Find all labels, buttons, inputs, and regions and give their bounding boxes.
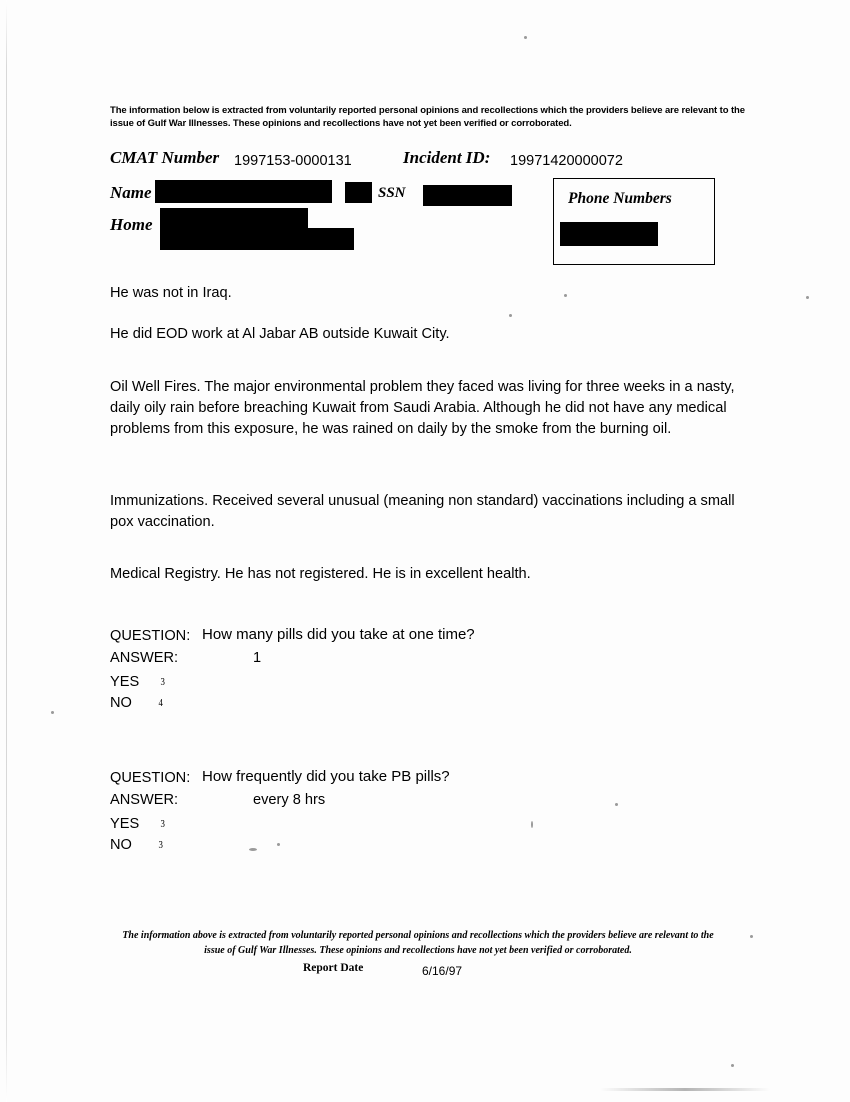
paragraph-oil-well-fires: Oil Well Fires. The major environmental problem they faced was living for three weeks in a nasty, daily oily rain before breaching Kuwait from Saudi Arabia. Although he did not have any medical problems from this exposure, he was rained on daily by the smoke from the burning oil.	[110, 379, 735, 437]
yes-label: YES	[110, 816, 140, 832]
cmat-number-value: 1997153-0000131	[234, 153, 352, 169]
answer-label: ANSWER:	[110, 650, 179, 666]
top-disclaimer: The information below is extracted from voluntarily reported personal opinions and recollections which the providers believe are relevant to the issue of Gulf War Illnesses. These opinions and recollections have not yet been verified or corroborated.	[110, 105, 745, 129]
bottom-disclaimer: The information above is extracted from voluntarily reported personal opinions and recollections which the providers believe are relevant to the issue of Gulf War Illnesses. These opinions and recollections have not yet been verified or corroborated.	[122, 930, 714, 956]
cmat-number-label: CMAT Number	[110, 148, 220, 167]
answer-row	[110, 792, 770, 816]
yes-row	[110, 674, 770, 695]
no-label: NO	[110, 837, 132, 853]
redaction-ssn	[423, 185, 512, 206]
no-row	[110, 837, 770, 858]
report-date-label: Report Date	[303, 962, 364, 974]
no-row	[110, 695, 770, 716]
redaction-name	[155, 180, 332, 203]
paragraph-iraq: He was not in Iraq.	[110, 285, 232, 301]
home-label: Home	[110, 215, 153, 234]
incident-id-label: Incident ID:	[403, 148, 491, 167]
answer-text: 1	[253, 650, 262, 666]
answer-row	[110, 650, 770, 674]
no-label: NO	[110, 695, 132, 711]
question-label: QUESTION:	[110, 628, 191, 644]
paragraph-eod-work: He did EOD work at Al Jabar AB outside Kuwait City.	[110, 326, 450, 342]
no-mark: 3	[158, 839, 163, 851]
yes-mark: 3	[160, 818, 165, 830]
redaction-phone-numbers	[560, 222, 658, 246]
header-identifiers-row	[110, 148, 760, 174]
qa-block-2	[110, 768, 770, 858]
answer-text: every 8 hrs	[253, 792, 326, 808]
qa-block-1	[110, 626, 770, 716]
yes-label: YES	[110, 674, 140, 690]
redaction-name-suffix	[345, 182, 372, 203]
ssn-label: SSN	[378, 185, 406, 201]
question-row	[110, 768, 770, 792]
paragraph-immunizations: Immunizations. Received several unusual (meaning non standard) vaccinations including a small pox vaccination.	[110, 493, 735, 530]
question-text: How frequently did you take PB pills?	[202, 768, 450, 785]
question-row	[110, 626, 770, 650]
redaction-home-address-line2	[160, 228, 354, 250]
yes-mark: 3	[160, 676, 165, 688]
yes-row	[110, 816, 770, 837]
question-label: QUESTION:	[110, 770, 191, 786]
report-date-value: 6/16/97	[422, 964, 463, 978]
incident-id-value: 19971420000072	[510, 153, 623, 169]
question-text: How many pills did you take at one time?	[202, 626, 475, 643]
phone-numbers-label: Phone Numbers	[568, 190, 672, 207]
no-mark: 4	[158, 697, 163, 709]
answer-label: ANSWER:	[110, 792, 179, 808]
name-label: Name	[110, 183, 152, 202]
paragraph-medical-registry: Medical Registry. He has not registered. He is in excellent health.	[110, 566, 531, 582]
